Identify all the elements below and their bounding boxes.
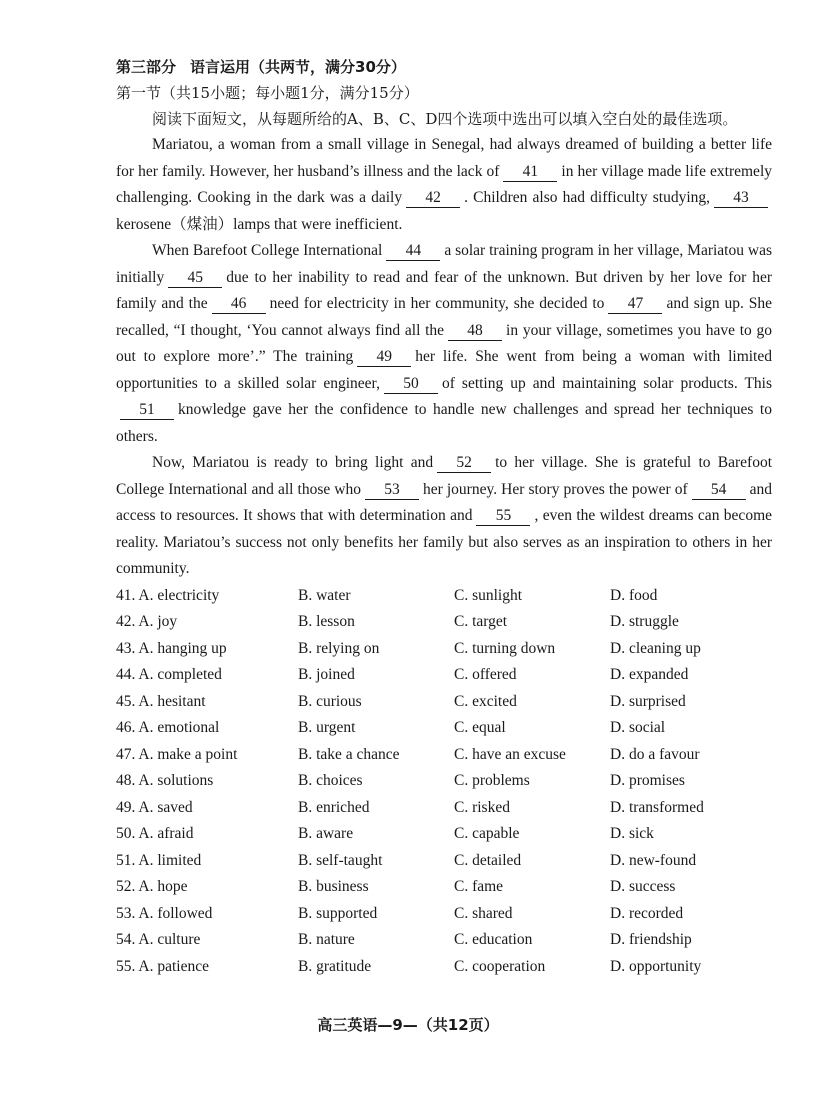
option-d: D. food bbox=[610, 586, 658, 604]
passage-text: When Barefoot College International bbox=[152, 242, 383, 259]
question-49-options bbox=[116, 795, 772, 822]
option-b: B. curious bbox=[298, 692, 362, 710]
blank-55: 55 bbox=[476, 507, 530, 526]
option-b: B. enriched bbox=[298, 798, 370, 816]
option-a: 43. A. hanging up bbox=[116, 639, 227, 657]
part-heading: 第一节（共15小题；每小题1分，满分15分） bbox=[116, 84, 419, 102]
question-52-options bbox=[116, 874, 772, 901]
passage-paragraph bbox=[116, 450, 772, 583]
option-d: D. success bbox=[610, 878, 676, 895]
cloze-passage bbox=[116, 132, 772, 583]
option-a: 54. A. culture bbox=[116, 931, 201, 948]
question-43-options bbox=[116, 636, 772, 663]
passage-text: . Children also had difficulty studying, bbox=[464, 189, 710, 206]
option-a: 46. A. emotional bbox=[116, 719, 220, 736]
option-b: B. supported bbox=[298, 904, 378, 922]
blank-47: 47 bbox=[608, 295, 662, 314]
passage-text: knowledge gave her the confidence to handle new challenges and spread her techniques to others. bbox=[116, 401, 772, 445]
option-b: B. water bbox=[298, 586, 351, 604]
option-c: C. capable bbox=[454, 825, 520, 842]
blank-51: 51 bbox=[120, 401, 174, 420]
option-a: 49. A. saved bbox=[116, 798, 193, 816]
question-42-options bbox=[116, 609, 772, 636]
passage-text: to her village. She is grateful to Barefoot College International and all those who bbox=[116, 454, 772, 498]
option-a: 48. A. solutions bbox=[116, 772, 214, 789]
option-a: 41. A. electricity bbox=[116, 586, 220, 604]
passage-text: in your village, sometimes you have to go out to explore more’.” The training bbox=[116, 321, 772, 365]
page-footer: 高三英语—9—（共12页） bbox=[317, 1016, 499, 1034]
option-c: C. excited bbox=[454, 692, 517, 710]
option-d: D. recorded bbox=[610, 904, 684, 922]
instructions: 阅读下面短文，从每题所给的A、B、C、D四个选项中选出可以填入空白处的最佳选项。 bbox=[152, 110, 738, 128]
blank-52: 52 bbox=[437, 454, 491, 473]
option-d: D. do a favour bbox=[610, 745, 700, 763]
option-a: 44. A. completed bbox=[116, 666, 222, 683]
passage-text: and sign up. She recalled, “I thought, ‘You cannot always find all the bbox=[116, 295, 773, 339]
option-d: D. promises bbox=[610, 772, 685, 789]
option-d: D. new-found bbox=[610, 851, 697, 869]
option-b: B. lesson bbox=[298, 613, 355, 630]
question-48-options bbox=[116, 768, 772, 795]
option-a: 51. A. limited bbox=[116, 851, 202, 869]
option-c: C. fame bbox=[454, 878, 504, 895]
answer-options bbox=[116, 583, 772, 981]
option-c: C. detailed bbox=[454, 851, 522, 869]
option-d: D. sick bbox=[610, 825, 654, 842]
option-d: D. social bbox=[610, 719, 666, 736]
option-b: B. self-taught bbox=[298, 851, 383, 869]
blank-46: 46 bbox=[212, 295, 266, 314]
option-d: D. surprised bbox=[610, 692, 686, 710]
passage-text: Mariatou, a woman from a small village in Senegal, had always dreamed of building a better life for her family. However, her husband’s illness and the lack of bbox=[116, 136, 772, 180]
option-d: D. expanded bbox=[610, 666, 689, 683]
passage-text: a solar training program in her village, Mariatou was initially bbox=[116, 242, 772, 286]
section-heading bbox=[116, 54, 772, 80]
option-a: 52. A. hope bbox=[116, 878, 188, 895]
question-44-options bbox=[116, 662, 772, 689]
question-45-options bbox=[116, 689, 772, 716]
option-b: B. business bbox=[298, 878, 369, 895]
question-53-options bbox=[116, 901, 772, 928]
option-d: D. friendship bbox=[610, 931, 692, 948]
question-46-options bbox=[116, 715, 772, 742]
blank-44: 44 bbox=[386, 242, 440, 261]
blank-41: 41 bbox=[503, 163, 557, 182]
option-d: D. struggle bbox=[610, 613, 679, 630]
passage-text: and access to resources. It shows that with determination and bbox=[116, 480, 773, 524]
passage-text: her life. She went from being a woman with limited opportunities to a skilled solar engineer, bbox=[116, 348, 772, 392]
option-a: 50. A. afraid bbox=[116, 825, 194, 842]
option-c: C. problems bbox=[454, 772, 530, 789]
passage-text: , even the wildest dreams can become reality. Mariatou’s success not only benefits her family but also serves as an inspiration to others in her community. bbox=[116, 507, 773, 577]
option-c: C. have an excuse bbox=[454, 745, 566, 763]
option-c: C. equal bbox=[454, 719, 506, 736]
blank-49: 49 bbox=[357, 348, 411, 367]
option-a: 53. A. followed bbox=[116, 904, 213, 922]
option-d: D. cleaning up bbox=[610, 639, 701, 657]
passage-text: of setting up and maintaining solar products. This bbox=[441, 374, 773, 392]
passage-text: kerosene（煤油）lamps that were inefficient. bbox=[116, 215, 403, 233]
question-47-options bbox=[116, 742, 772, 769]
section-title: 第三部分 bbox=[116, 58, 177, 76]
option-a: 55. A. patience bbox=[116, 957, 209, 975]
passage-text: due to her inability to read and fear of the unknown. But driven by her love for her family and the bbox=[116, 268, 772, 312]
option-d: D. opportunity bbox=[610, 957, 702, 975]
option-a: 45. A. hesitant bbox=[116, 692, 206, 710]
option-b: B. urgent bbox=[298, 719, 356, 736]
passage-paragraph bbox=[116, 238, 772, 450]
blank-45: 45 bbox=[168, 269, 222, 288]
passage-text: need for electricity in her community, she decided to bbox=[269, 295, 605, 312]
question-51-options bbox=[116, 848, 772, 875]
blank-42: 42 bbox=[406, 189, 460, 208]
option-c: C. offered bbox=[454, 666, 517, 683]
option-b: B. joined bbox=[298, 666, 355, 683]
passage-text: her journey. Her story proves the power of bbox=[423, 480, 688, 498]
option-b: B. relying on bbox=[298, 639, 380, 657]
passage-paragraph bbox=[116, 132, 772, 238]
option-c: C. risked bbox=[454, 798, 510, 816]
option-c: C. target bbox=[454, 613, 508, 630]
option-c: C. education bbox=[454, 931, 533, 948]
passage-text: Now, Mariatou is ready to bring light and bbox=[152, 454, 434, 471]
option-c: C. shared bbox=[454, 904, 513, 922]
option-d: D. transformed bbox=[610, 798, 704, 816]
question-55-options bbox=[116, 954, 772, 981]
blank-43: 43 bbox=[714, 189, 768, 208]
blank-53: 53 bbox=[365, 481, 419, 500]
option-b: B. gratitude bbox=[298, 957, 372, 975]
blank-48: 48 bbox=[448, 322, 502, 341]
question-50-options bbox=[116, 821, 772, 848]
question-54-options bbox=[116, 927, 772, 954]
option-b: B. take a chance bbox=[298, 745, 400, 763]
option-a: 47. A. make a point bbox=[116, 745, 238, 763]
blank-54: 54 bbox=[692, 481, 746, 500]
option-a: 42. A. joy bbox=[116, 613, 178, 630]
option-c: C. turning down bbox=[454, 639, 556, 657]
option-c: C. sunlight bbox=[454, 586, 523, 604]
question-41-options bbox=[116, 583, 772, 610]
passage-text: in her village made life extremely challenging. Cooking in the dark was a daily bbox=[116, 162, 772, 206]
option-b: B. nature bbox=[298, 931, 355, 948]
option-c: C. cooperation bbox=[454, 957, 546, 975]
option-b: B. aware bbox=[298, 825, 354, 842]
blank-50: 50 bbox=[384, 375, 438, 394]
exam-page bbox=[116, 54, 772, 980]
section-subtitle: 语言运用（共两节，满分30分） bbox=[190, 58, 406, 76]
option-b: B. choices bbox=[298, 772, 363, 789]
